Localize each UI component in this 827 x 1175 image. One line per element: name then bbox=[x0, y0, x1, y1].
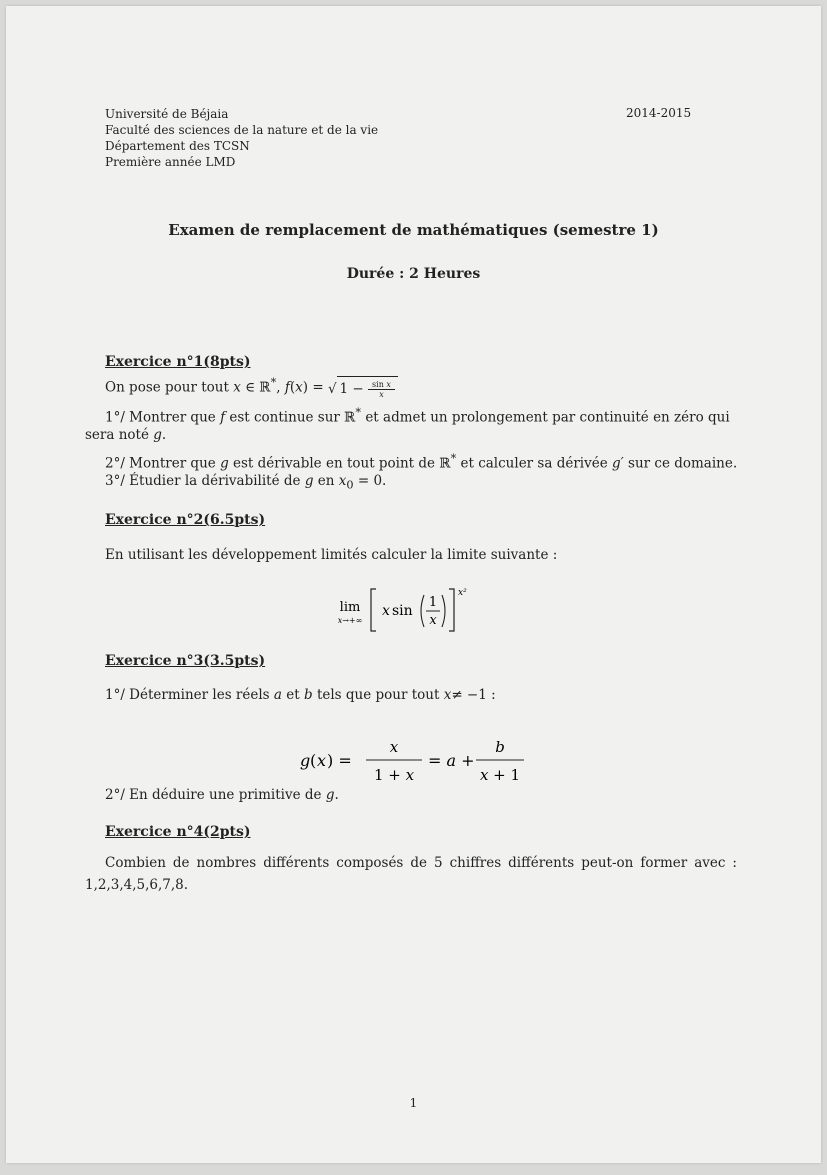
svg-text:x + 1: x + 1 bbox=[479, 766, 521, 784]
ex3-q1-text-a: 1°/ Déterminer les réels bbox=[105, 687, 270, 703]
q1-text-b: est continue sur bbox=[229, 409, 340, 426]
exercise-3-q2: 2°/ En déduire une primitive de g. bbox=[105, 787, 339, 803]
svg-text:sin: sin bbox=[392, 603, 413, 619]
limit-formula-svg bbox=[336, 581, 506, 641]
exercise-3-q1: 1°/ Déterminer les réels a et b tels que pour tout x≠ −1 : bbox=[105, 687, 496, 703]
exercise-1-q1: 1°/ Montrer que f est continue sur ℝ* et admet un prolongement par continuité en zéro qui bbox=[105, 406, 730, 426]
ex3-q1-text-b: et bbox=[286, 687, 300, 703]
exercise-1-q3: 3°/ Étudier la dérivabilité de g en $x_0 = 0$. bbox=[105, 473, 387, 492]
exercise-1-q1-cont: sera noté g. bbox=[85, 427, 167, 443]
svg-text:x: x bbox=[317, 751, 327, 770]
sqrt-expression: √ 1 − $\frac{\text{sin x}}{x}$ bbox=[328, 376, 398, 400]
q1-text-d: sera noté bbox=[85, 427, 149, 443]
page-number: 1 bbox=[409, 1096, 418, 1110]
exercise-3-heading: Exercice n°3(3.5pts) bbox=[105, 653, 266, 669]
q2-text-d: sur ce domaine. bbox=[628, 455, 738, 472]
svg-text:x: x bbox=[389, 738, 399, 756]
ex3-q1-text-c: tels que pour tout bbox=[316, 687, 440, 703]
exercise-1-heading: Exercice n°1(8pts) bbox=[105, 354, 251, 370]
exam-title: Examen de remplacement de mathématiques (semestre 1) bbox=[168, 221, 659, 239]
q2-text-b: est dérivable en tout point de bbox=[233, 455, 436, 472]
svg-text:1: 1 bbox=[428, 595, 438, 610]
q1-text-c: et admet un prolongement par continuité en zéro qui bbox=[365, 409, 730, 426]
q2-text-a: 2°/ Montrer que bbox=[105, 455, 216, 472]
exam-page bbox=[6, 6, 821, 1163]
decomposition-formula-svg bbox=[296, 728, 536, 788]
svg-text:b: b bbox=[495, 738, 505, 756]
svg-text:x→+∞: x→+∞ bbox=[337, 616, 363, 625]
exercise-4-heading: Exercice n°4(2pts) bbox=[105, 824, 251, 840]
header-line-university: Université de Béjaia bbox=[105, 107, 229, 121]
exercise-2-text: En utilisant les développement limités calculer la limite suivante : bbox=[105, 547, 558, 563]
q2-text-c: et calculer sa dérivée bbox=[460, 455, 608, 472]
svg-text:lim: lim bbox=[339, 600, 361, 615]
svg-text:x: x bbox=[382, 603, 390, 619]
header-line-year-level: Première année LMD bbox=[105, 155, 236, 169]
exercise-4-text: Combien de nombres différents composés de 5 chiffres différents peut-on former avec : 1,2,3,4,5,6,7,8. bbox=[85, 855, 737, 893]
header-line-faculty: Faculté des sciences de la nature et de la vie bbox=[105, 123, 379, 137]
limit-formula bbox=[336, 581, 506, 645]
exercise-1-q2: 2°/ Montrer que g est dérivable en tout point de ℝ* et calculer sa dérivée g′ sur ce domaine. bbox=[105, 452, 738, 472]
svg-text:x: x bbox=[429, 613, 437, 628]
academic-year: 2014-2015 bbox=[626, 106, 692, 120]
svg-text:= a +: = a + bbox=[428, 751, 475, 770]
institution-header bbox=[105, 106, 378, 170]
exercise-2-heading: Exercice n°2(6.5pts) bbox=[105, 512, 266, 528]
intro-text: On pose pour tout bbox=[105, 379, 229, 396]
svg-text:g: g bbox=[300, 751, 311, 770]
svg-text:x²: x² bbox=[458, 588, 467, 598]
svg-text:) =: ) = bbox=[327, 751, 352, 770]
exercise-1-intro: On pose pour tout x ∈ ℝ*, f(x) = √ 1 − $\frac{\text{sin x}}{x}$ bbox=[105, 372, 398, 400]
decomposition-formula bbox=[296, 728, 536, 792]
q3-text-a: 3°/ Étudier la dérivabilité de bbox=[105, 473, 301, 489]
q1-text-a: 1°/ Montrer que bbox=[105, 409, 216, 426]
ex3-q2-text: 2°/ En déduire une primitive de bbox=[105, 787, 322, 803]
exam-duration: Durée : 2 Heures bbox=[346, 266, 481, 282]
svg-text:(: ( bbox=[310, 751, 317, 770]
q3-text-b: en bbox=[317, 473, 335, 489]
svg-text:1 + x: 1 + x bbox=[373, 766, 415, 784]
header-line-department: Département des TCSN bbox=[105, 139, 250, 153]
